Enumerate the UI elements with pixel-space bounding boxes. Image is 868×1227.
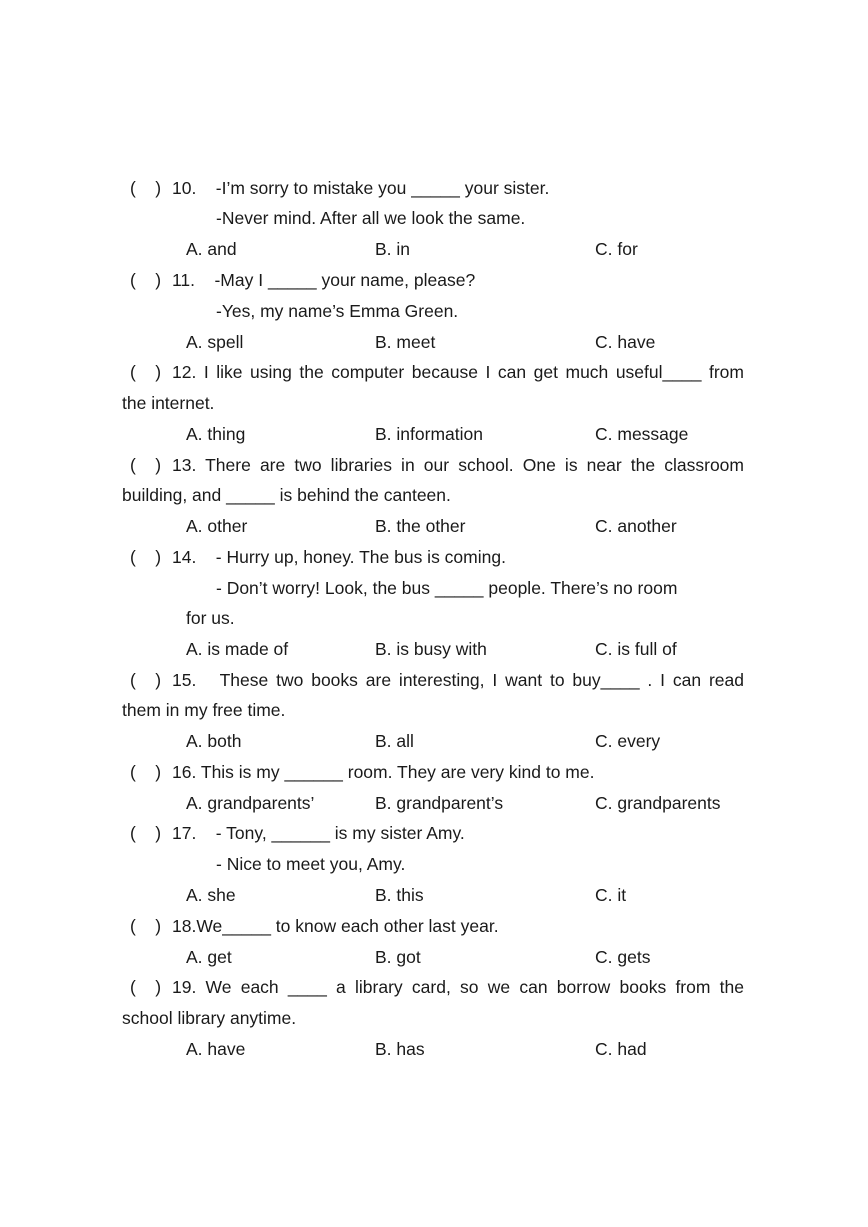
question-19-continuation [0, 1003, 868, 1034]
option-a: A. thing [186, 424, 246, 444]
question-14-continuation [0, 603, 868, 634]
option-c: C. for [595, 239, 638, 259]
question-15-continuation [0, 695, 868, 726]
option-a: A. other [186, 516, 248, 536]
option-c: C. have [595, 332, 656, 352]
question-11-options [0, 327, 868, 358]
question-stem: 14. - Hurry up, honey. The bus is coming. [172, 547, 506, 567]
answer-bracket[interactable]: ( ) [130, 823, 162, 843]
question-15-options [0, 726, 868, 757]
question-18-options [0, 942, 868, 973]
question-19-options [0, 1034, 868, 1065]
question-10 [0, 173, 868, 204]
question-11 [0, 265, 868, 296]
option-b: B. information [375, 424, 483, 444]
question-13-continuation [0, 480, 868, 511]
option-b: B. the other [375, 516, 466, 536]
option-a: A. both [186, 731, 242, 751]
question-10-options [0, 234, 868, 265]
question-stem: 11. -May I _____ your name, please? [172, 270, 476, 290]
question-continuation: -Never mind. After all we look the same. [216, 208, 526, 228]
option-a: A. spell [186, 332, 244, 352]
question-14-dialogue [0, 573, 868, 604]
question-stem: 19. We each ____ a library card, so we can borrow books from the [172, 977, 744, 997]
question-14-options [0, 634, 868, 665]
answer-bracket[interactable]: ( ) [130, 670, 162, 690]
option-c: C. another [595, 516, 677, 536]
question-stem: 17. - Tony, ______ is my sister Amy. [172, 823, 465, 843]
question-continuation: - Don’t worry! Look, the bus _____ people. There’s no room [216, 578, 678, 598]
option-c: C. had [595, 1039, 647, 1059]
answer-bracket[interactable]: ( ) [130, 977, 162, 997]
question-continuation: for us. [186, 608, 235, 628]
option-a: A. and [186, 239, 237, 259]
question-16-options [0, 788, 868, 819]
question-continuation: -Yes, my name’s Emma Green. [216, 301, 459, 321]
option-c: C. grandparents [595, 793, 721, 813]
question-continuation: school library anytime. [122, 1008, 297, 1028]
option-a: A. she [186, 885, 236, 905]
option-c: C. gets [595, 947, 651, 967]
answer-bracket[interactable]: ( ) [130, 270, 162, 290]
question-17-options [0, 880, 868, 911]
option-a: A. get [186, 947, 232, 967]
option-b: B. got [375, 947, 421, 967]
question-stem: 15. These two books are interesting, I want to buy____ . I can read [172, 670, 744, 690]
question-12-continuation [0, 388, 868, 419]
question-continuation: them in my free time. [122, 700, 286, 720]
option-b: B. in [375, 239, 411, 259]
question-13 [0, 450, 868, 481]
option-a: A. have [186, 1039, 246, 1059]
option-b: B. meet [375, 332, 436, 352]
question-17-dialogue [0, 849, 868, 880]
question-stem: 10. -I’m sorry to mistake you _____ your sister. [172, 178, 550, 198]
option-c: C. is full of [595, 639, 677, 659]
question-continuation: - Nice to meet you, Amy. [216, 854, 406, 874]
answer-bracket[interactable]: ( ) [130, 762, 162, 782]
question-continuation: the internet. [122, 393, 215, 413]
question-11-dialogue [0, 296, 868, 327]
question-13-options [0, 511, 868, 542]
answer-bracket[interactable]: ( ) [130, 178, 162, 198]
question-14 [0, 542, 868, 573]
option-c: C. it [595, 885, 627, 905]
question-10-dialogue [0, 203, 868, 234]
question-18 [0, 911, 868, 942]
answer-bracket[interactable]: ( ) [130, 362, 162, 382]
answer-bracket[interactable]: ( ) [130, 916, 162, 936]
question-16 [0, 757, 868, 788]
answer-bracket[interactable]: ( ) [130, 455, 162, 475]
question-stem: 16. This is my ______ room. They are very kind to me. [172, 762, 595, 782]
question-12 [0, 357, 868, 388]
option-b: B. this [375, 885, 424, 905]
option-c: C. message [595, 424, 689, 444]
question-17 [0, 818, 868, 849]
question-stem: 13. There are two libraries in our school. One is near the classroom [172, 455, 744, 475]
question-stem: 18.We_____ to know each other last year. [172, 916, 499, 936]
question-15 [0, 665, 868, 696]
answer-bracket[interactable]: ( ) [130, 547, 162, 567]
option-c: C. every [595, 731, 661, 751]
question-stem: 12. I like using the computer because I can get much useful____ from [172, 362, 744, 382]
question-12-options [0, 419, 868, 450]
option-a: A. grandparents’ [186, 793, 315, 813]
option-a: A. is made of [186, 639, 289, 659]
option-b: B. all [375, 731, 414, 751]
option-b: B. has [375, 1039, 425, 1059]
option-b: B. is busy with [375, 639, 487, 659]
question-continuation: building, and _____ is behind the canteen. [122, 485, 451, 505]
option-b: B. grandparent’s [375, 793, 504, 813]
question-19 [0, 972, 868, 1003]
